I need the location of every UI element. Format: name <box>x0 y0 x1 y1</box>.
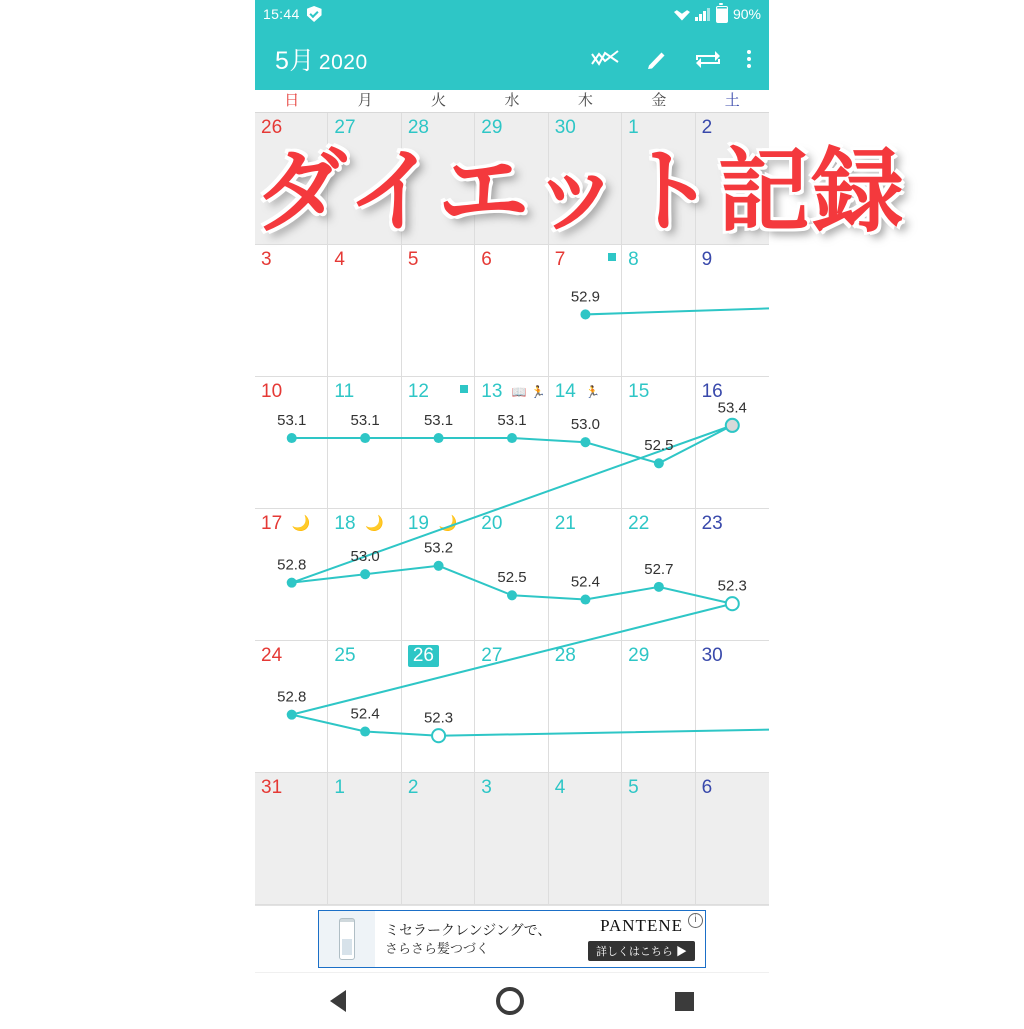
calendar-week <box>255 773 769 905</box>
weekday-sat: 土 <box>724 92 740 109</box>
weekday-thu: 木 <box>577 92 593 109</box>
svg-text:53.1: 53.1 <box>497 411 527 429</box>
weekday-wed: 水 <box>504 92 520 109</box>
repeat-icon[interactable] <box>695 48 721 70</box>
wifi-icon <box>674 8 690 21</box>
calendar-cell[interactable] <box>255 641 328 772</box>
battery-percent: 90% <box>732 6 761 22</box>
day-number: 1 <box>628 117 639 138</box>
calendar-cell[interactable] <box>475 245 548 376</box>
calendar-cell[interactable] <box>622 113 695 244</box>
book-icon: 📖 <box>511 385 527 399</box>
calendar-cell[interactable] <box>622 245 695 376</box>
svg-text:52.8: 52.8 <box>277 688 307 706</box>
day-number: 29 <box>628 645 650 666</box>
day-number: 16 <box>701 381 723 402</box>
calendar-cell[interactable] <box>328 509 401 640</box>
calendar-week <box>255 377 769 509</box>
calendar-cell[interactable] <box>622 773 695 904</box>
day-number: 15 <box>628 381 650 402</box>
svg-text:52.3: 52.3 <box>423 709 454 727</box>
calendar-cell[interactable] <box>255 377 328 508</box>
svg-text:52.4: 52.4 <box>350 705 380 723</box>
calendar-cell[interactable] <box>402 377 475 508</box>
calendar-grid <box>255 113 906 905</box>
calendar-cell[interactable] <box>549 377 622 508</box>
calendar-cell[interactable] <box>402 245 475 376</box>
watermark-text: ダイエット記録 <box>255 138 906 245</box>
calendar-cell[interactable] <box>475 509 548 640</box>
day-number: 27 <box>481 645 503 666</box>
day-number: 28 <box>407 117 429 138</box>
shield-icon <box>307 6 322 22</box>
runner-icon: 🏃 <box>530 385 546 399</box>
day-number: 5 <box>628 777 639 798</box>
calendar-week <box>255 509 769 641</box>
day-number: 8 <box>628 249 639 270</box>
home-icon[interactable] <box>496 987 524 1015</box>
ad-cta-button[interactable]: 詳しくはこちら ▶ <box>588 941 695 961</box>
day-number: 13 <box>481 381 503 402</box>
app-bar <box>255 28 769 90</box>
day-number: 30 <box>701 645 723 666</box>
ad-line2: さらさら髪つづく <box>385 940 490 956</box>
ad-container[interactable] <box>255 905 769 972</box>
calendar-cell[interactable] <box>549 113 622 244</box>
day-number: 5 <box>407 249 419 270</box>
calendar-cell[interactable] <box>696 773 769 904</box>
calendar-cell[interactable] <box>328 377 401 508</box>
moon-icon: 🌙 <box>365 515 384 532</box>
svg-text:53.4: 53.4 <box>717 399 747 417</box>
calendar-cell[interactable] <box>328 245 401 376</box>
day-number: 12 <box>407 381 429 402</box>
calendar-cell[interactable] <box>255 113 328 244</box>
day-number: 6 <box>481 249 492 270</box>
event-square-icon <box>608 253 616 261</box>
day-number: 21 <box>554 513 576 534</box>
pencil-icon[interactable] <box>645 47 669 71</box>
runner-icon: 🏃 <box>585 385 601 399</box>
svg-text:53.1: 53.1 <box>350 411 380 429</box>
day-number: 17 <box>261 513 283 534</box>
day-number: 27 <box>334 117 356 138</box>
day-number: 30 <box>554 117 576 138</box>
back-icon[interactable] <box>330 990 346 1012</box>
svg-text:53.2: 53.2 <box>423 539 454 557</box>
day-number: 29 <box>481 117 503 138</box>
event-square-icon <box>460 385 468 393</box>
phone-screen <box>255 0 906 1024</box>
calendar-week <box>255 113 769 245</box>
recents-icon[interactable] <box>675 992 694 1011</box>
day-number: 19 <box>407 513 429 534</box>
status-clock: 15:44 <box>263 6 300 22</box>
calendar-cell[interactable] <box>696 509 769 640</box>
ad-brand: PANTENE <box>600 916 683 935</box>
day-number: 9 <box>701 249 713 270</box>
day-number: 26 <box>408 645 439 667</box>
ad-banner[interactable] <box>318 910 706 968</box>
day-number: 25 <box>334 645 356 666</box>
day-number: 3 <box>261 249 272 270</box>
calendar-cell[interactable] <box>622 377 695 508</box>
calendar-cell[interactable] <box>255 773 328 904</box>
svg-text:52.3: 52.3 <box>717 577 747 595</box>
calendar-cell[interactable] <box>255 509 328 640</box>
svg-text:52.9: 52.9 <box>570 288 601 306</box>
page-title <box>275 41 368 77</box>
day-number: 11 <box>334 381 355 402</box>
weekday-fri: 金 <box>651 92 667 109</box>
weekday-mon: 月 <box>357 92 373 109</box>
day-number: 2 <box>701 117 713 138</box>
calendar-cell[interactable] <box>328 113 401 244</box>
day-number: 4 <box>554 777 566 798</box>
calendar-cell[interactable] <box>402 113 475 244</box>
day-number: 10 <box>261 381 283 402</box>
calendar-cell[interactable] <box>696 377 769 508</box>
battery-icon <box>716 6 728 23</box>
day-number: 18 <box>334 513 356 534</box>
svg-text:53.0: 53.0 <box>570 416 601 434</box>
calendar-cell[interactable] <box>475 773 548 904</box>
svg-text:52.5: 52.5 <box>644 437 674 455</box>
calendar-cell[interactable] <box>255 245 328 376</box>
overflow-menu-icon[interactable] <box>747 50 751 68</box>
day-number: 23 <box>701 513 723 534</box>
svg-text:52.5: 52.5 <box>497 569 527 587</box>
svg-text:52.8: 52.8 <box>277 556 307 574</box>
calendar-cell[interactable] <box>475 113 548 244</box>
day-number: 14 <box>554 381 576 402</box>
svg-text:53.1: 53.1 <box>277 411 307 429</box>
day-number: 3 <box>481 777 492 798</box>
calendar-cell[interactable] <box>549 245 622 376</box>
calendar-cell[interactable] <box>696 245 769 376</box>
signal-icon <box>695 7 711 21</box>
calendar-cell[interactable] <box>328 773 401 904</box>
calendar-cell[interactable] <box>622 509 695 640</box>
svg-text:52.4: 52.4 <box>570 573 601 591</box>
info-icon[interactable]: i <box>688 913 703 928</box>
calendar-cell-today[interactable] <box>402 641 475 772</box>
graph-icon[interactable] <box>591 48 619 70</box>
status-bar <box>255 0 769 28</box>
calendar-cell[interactable] <box>549 641 622 772</box>
day-number: 26 <box>261 117 283 138</box>
title-month: 5月 <box>275 47 315 75</box>
calendar-cell[interactable] <box>475 641 548 772</box>
moon-icon: 🌙 <box>291 515 311 532</box>
weekday-sun: 日 <box>284 92 300 109</box>
day-number: 7 <box>554 249 566 270</box>
day-number: 31 <box>261 777 283 798</box>
bottle-icon <box>319 911 375 967</box>
svg-text:52.7: 52.7 <box>644 560 674 578</box>
calendar-week <box>255 641 769 773</box>
day-number: 20 <box>481 513 503 534</box>
moon-icon: 🌙 <box>438 515 458 532</box>
weekday-tue: 火 <box>431 92 447 109</box>
calendar-cell[interactable] <box>402 773 475 904</box>
calendar-cell[interactable] <box>328 641 401 772</box>
calendar-cell[interactable] <box>402 509 475 640</box>
calendar-cell[interactable] <box>549 509 622 640</box>
title-year: 2020 <box>318 51 368 74</box>
calendar-cell[interactable] <box>622 641 695 772</box>
calendar-cell[interactable] <box>549 773 622 904</box>
day-number: 24 <box>261 645 283 666</box>
day-number: 2 <box>407 777 419 798</box>
system-nav-bar <box>255 972 769 1029</box>
day-number: 28 <box>554 645 576 666</box>
calendar-cell[interactable] <box>696 641 769 772</box>
svg-text:53.1: 53.1 <box>423 411 454 429</box>
day-number: 6 <box>701 777 713 798</box>
calendar-cell[interactable] <box>696 113 769 244</box>
calendar-week <box>255 245 769 377</box>
weekday-header <box>255 90 769 113</box>
day-number: 1 <box>334 777 345 798</box>
day-number: 4 <box>334 249 345 270</box>
svg-text:53.0: 53.0 <box>350 548 380 566</box>
day-number: 22 <box>628 513 650 534</box>
ad-line1: ミセラークレンジングで、 <box>385 921 552 938</box>
calendar-cell[interactable] <box>475 377 548 508</box>
